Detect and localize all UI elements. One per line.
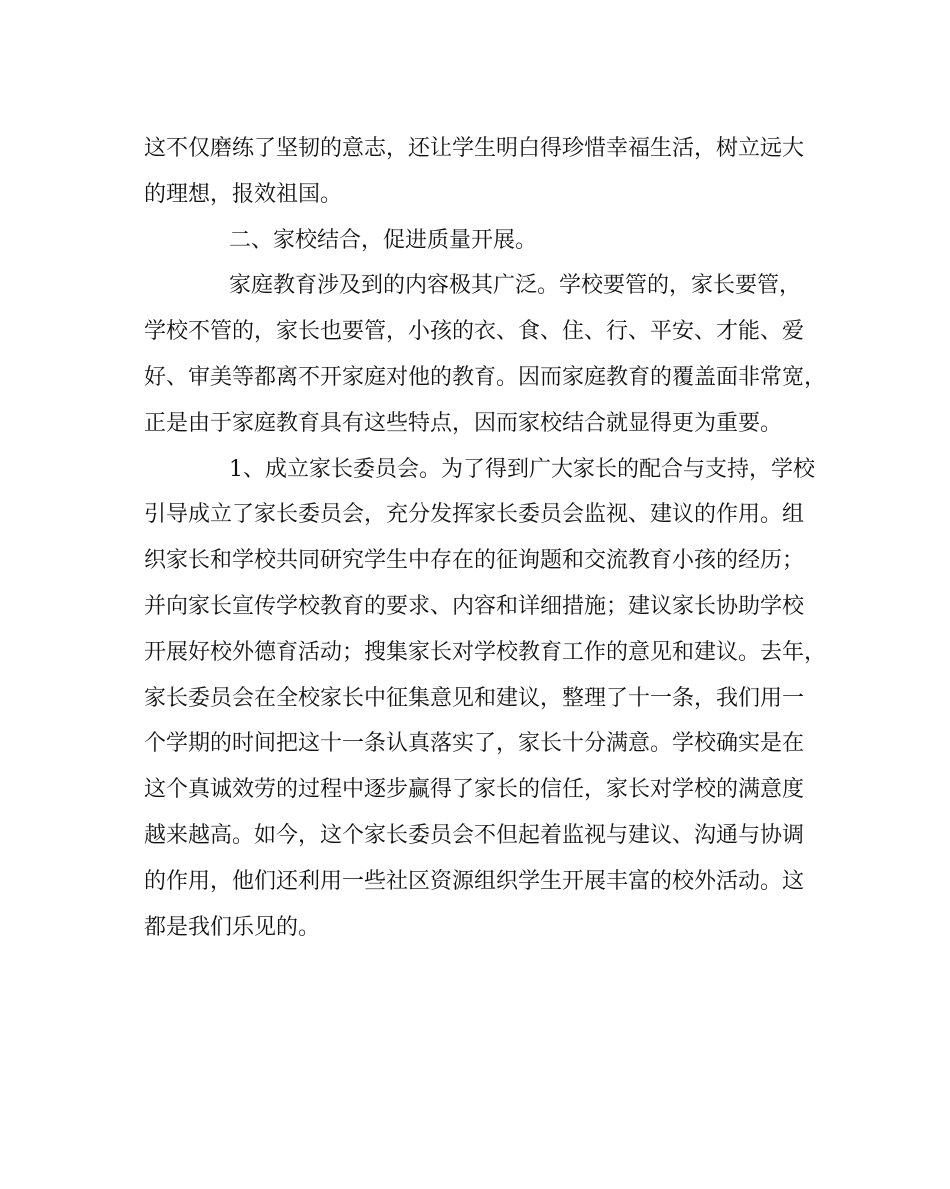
- text-line: 学校不管的，家长也要管，小孩的衣、食、住、行、平安、才能、爱: [144, 319, 805, 345]
- text-line: 都是我们乐见的。: [144, 914, 321, 940]
- text-line: 越来越高。如今，这个家长委员会不但起着监视与建议、沟通与协调: [144, 822, 805, 848]
- text-line: 个学期的时间把这十一条认真落实了，家长十分满意。学校确实是在: [144, 731, 805, 757]
- text-line: 开展好校外德育活动；搜集家长对学校教育工作的意见和建议。去年，: [144, 639, 827, 665]
- text-line: 这个真诚效劳的过程中逐步赢得了家长的信任，家长对学校的满意度: [144, 777, 805, 803]
- text-line: 家庭教育涉及到的内容极其广泛。学校要管的，家长要管，: [229, 273, 802, 299]
- text-line: 二、家校结合，促进质量开展。: [229, 227, 538, 253]
- text-line: 这不仅磨练了坚韧的意志，还让学生明白得珍惜幸福生活，树立远大: [144, 136, 805, 161]
- text-line: 并向家长宣传学校教育的要求、内容和详细措施；建议家长协助学校: [144, 593, 805, 619]
- text-line: 正是由于家庭教育具有这些特点，因而家校结合就显得更为重要。: [144, 410, 783, 436]
- text-line: 家长委员会在全校家长中征集意见和建议，整理了十一条，我们用一: [144, 685, 805, 711]
- text-line: 的作用，他们还利用一些社区资源组织学生开展丰富的校外活动。这: [144, 868, 805, 894]
- text-line: 1、成立家长委员会。为了得到广大家长的配合与支持，学校: [229, 456, 815, 482]
- document-body: [144, 126, 827, 950]
- text-line: 织家长和学校共同研究学生中存在的征询题和交流教育小孩的经历；: [144, 548, 805, 574]
- text-line: 的理想，报效祖国。: [144, 181, 343, 207]
- text-line: 好、审美等都离不开家庭对他的教育。因而家庭教育的覆盖面非常宽，: [144, 364, 827, 390]
- text-line: 引导成立了家长委员会，充分发挥家长委员会监视、建议的作用。组: [144, 502, 805, 528]
